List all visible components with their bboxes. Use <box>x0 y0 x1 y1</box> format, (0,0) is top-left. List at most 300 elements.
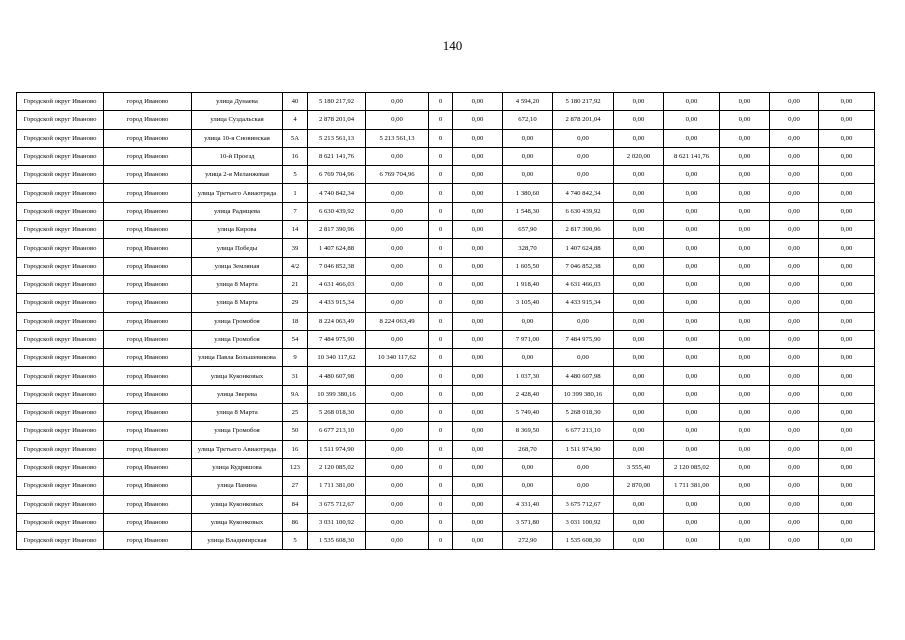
cell-municipality: Городской округ Иваново <box>17 422 104 440</box>
cell-cost-lift: 0,00 <box>720 367 770 385</box>
cell-cost-roof: 0,00 <box>366 513 429 531</box>
cell-area-engineering: 4 594,20 <box>503 93 553 111</box>
cell-cost-facade: 0,00 <box>453 93 503 111</box>
cell-cost-other-1: 0,00 <box>770 239 819 257</box>
cell-municipality: Городской округ Иваново <box>17 458 104 476</box>
cell-cost-other-1: 0,00 <box>770 513 819 531</box>
cell-cost-facade: 0,00 <box>453 477 503 495</box>
cell-settlement: город Иваново <box>104 349 192 367</box>
table-row <box>17 422 875 440</box>
table-row <box>17 477 875 495</box>
cell-cost-basement: 0,00 <box>664 221 720 239</box>
cell-cost-facade: 0,00 <box>453 513 503 531</box>
cell-cost-roof: 0,00 <box>366 532 429 550</box>
cell-work-count: 0 <box>429 532 453 550</box>
cell-cost-lift: 0,00 <box>720 221 770 239</box>
cell-work-count: 0 <box>429 495 453 513</box>
cell-area-engineering: 328,70 <box>503 239 553 257</box>
cell-municipality: Городской округ Иваново <box>17 221 104 239</box>
cell-cost-basement: 0,00 <box>664 239 720 257</box>
cell-house-number: 39 <box>283 239 308 257</box>
cell-street: улица Третьего Авиаотряда <box>192 440 283 458</box>
cell-area-basement: 0,00 <box>614 257 664 275</box>
cell-total-cost: 8 621 141,76 <box>308 147 366 165</box>
table-row <box>17 330 875 348</box>
cell-cost-other-2: 0,00 <box>819 221 875 239</box>
cell-house-number: 25 <box>283 404 308 422</box>
cell-cost-other-2: 0,00 <box>819 422 875 440</box>
cell-house-number: 4 <box>283 111 308 129</box>
cell-municipality: Городской округ Иваново <box>17 239 104 257</box>
cell-work-count: 0 <box>429 422 453 440</box>
cell-cost-other-2: 0,00 <box>819 477 875 495</box>
cell-settlement: город Иваново <box>104 147 192 165</box>
cell-street: улица Кудряшова <box>192 458 283 476</box>
registry-table <box>16 92 875 550</box>
table-row <box>17 275 875 293</box>
cell-house-number: 29 <box>283 294 308 312</box>
cell-settlement: город Иваново <box>104 440 192 458</box>
cell-cost-lift: 0,00 <box>720 111 770 129</box>
cell-street: улица Дунаева <box>192 93 283 111</box>
cell-cost-engineering: 0,00 <box>553 129 614 147</box>
cell-cost-other-2: 0,00 <box>819 367 875 385</box>
table-row <box>17 239 875 257</box>
cell-settlement: город Иваново <box>104 166 192 184</box>
cell-cost-other-1: 0,00 <box>770 147 819 165</box>
cell-cost-engineering: 5 268 018,30 <box>553 404 614 422</box>
cell-cost-basement: 0,00 <box>664 513 720 531</box>
cell-total-cost: 4 480 607,98 <box>308 367 366 385</box>
cell-total-cost: 1 511 974,90 <box>308 440 366 458</box>
cell-settlement: город Иваново <box>104 404 192 422</box>
cell-house-number: 16 <box>283 147 308 165</box>
cell-settlement: город Иваново <box>104 129 192 147</box>
cell-municipality: Городской округ Иваново <box>17 367 104 385</box>
cell-cost-lift: 0,00 <box>720 458 770 476</box>
cell-cost-lift: 0,00 <box>720 385 770 403</box>
cell-cost-lift: 0,00 <box>720 129 770 147</box>
cell-cost-lift: 0,00 <box>720 93 770 111</box>
cell-street: улица Кирова <box>192 221 283 239</box>
cell-house-number: 123 <box>283 458 308 476</box>
cell-settlement: город Иваново <box>104 294 192 312</box>
table-row <box>17 202 875 220</box>
cell-area-engineering: 1 037,30 <box>503 367 553 385</box>
cell-municipality: Городской округ Иваново <box>17 202 104 220</box>
cell-cost-lift: 0,00 <box>720 349 770 367</box>
cell-area-basement: 0,00 <box>614 166 664 184</box>
cell-cost-basement: 0,00 <box>664 257 720 275</box>
cell-street: улица Земляная <box>192 257 283 275</box>
cell-cost-other-1: 0,00 <box>770 385 819 403</box>
cell-house-number: 21 <box>283 275 308 293</box>
cell-area-engineering: 1 605,50 <box>503 257 553 275</box>
cell-cost-lift: 0,00 <box>720 239 770 257</box>
cell-cost-basement: 0,00 <box>664 129 720 147</box>
cell-cost-engineering: 1 511 974,90 <box>553 440 614 458</box>
cell-cost-other-2: 0,00 <box>819 129 875 147</box>
cell-municipality: Городской округ Иваново <box>17 312 104 330</box>
cell-work-count: 0 <box>429 166 453 184</box>
cell-area-engineering: 3 571,80 <box>503 513 553 531</box>
cell-area-basement: 0,00 <box>614 513 664 531</box>
cell-settlement: город Иваново <box>104 458 192 476</box>
cell-cost-engineering: 1 535 608,30 <box>553 532 614 550</box>
cell-total-cost: 7 484 975,90 <box>308 330 366 348</box>
cell-cost-other-1: 0,00 <box>770 202 819 220</box>
cell-work-count: 0 <box>429 221 453 239</box>
cell-cost-roof: 0,00 <box>366 440 429 458</box>
cell-area-engineering: 0,00 <box>503 458 553 476</box>
cell-cost-engineering: 6 630 439,92 <box>553 202 614 220</box>
cell-cost-lift: 0,00 <box>720 513 770 531</box>
cell-cost-facade: 0,00 <box>453 202 503 220</box>
cell-cost-other-2: 0,00 <box>819 202 875 220</box>
cell-cost-lift: 0,00 <box>720 404 770 422</box>
cell-municipality: Городской округ Иваново <box>17 513 104 531</box>
cell-area-basement: 2 870,00 <box>614 477 664 495</box>
cell-area-basement: 0,00 <box>614 495 664 513</box>
cell-work-count: 0 <box>429 239 453 257</box>
cell-cost-basement: 0,00 <box>664 184 720 202</box>
cell-municipality: Городской округ Иваново <box>17 349 104 367</box>
cell-area-basement: 0,00 <box>614 93 664 111</box>
cell-area-basement: 3 555,40 <box>614 458 664 476</box>
table-row <box>17 404 875 422</box>
cell-cost-other-1: 0,00 <box>770 330 819 348</box>
cell-cost-other-1: 0,00 <box>770 184 819 202</box>
table-row <box>17 532 875 550</box>
cell-cost-other-1: 0,00 <box>770 440 819 458</box>
cell-street: улица Громобоя <box>192 422 283 440</box>
cell-cost-facade: 0,00 <box>453 166 503 184</box>
cell-area-basement: 0,00 <box>614 385 664 403</box>
cell-cost-other-2: 0,00 <box>819 349 875 367</box>
cell-cost-roof: 0,00 <box>366 385 429 403</box>
cell-cost-lift: 0,00 <box>720 422 770 440</box>
cell-street: улица Радищева <box>192 202 283 220</box>
cell-area-engineering: 0,00 <box>503 129 553 147</box>
cell-house-number: 40 <box>283 93 308 111</box>
cell-cost-basement: 0,00 <box>664 532 720 550</box>
table-row <box>17 257 875 275</box>
cell-settlement: город Иваново <box>104 257 192 275</box>
cell-area-basement: 0,00 <box>614 312 664 330</box>
cell-cost-other-2: 0,00 <box>819 330 875 348</box>
cell-municipality: Городской округ Иваново <box>17 330 104 348</box>
cell-cost-other-2: 0,00 <box>819 513 875 531</box>
cell-cost-roof: 0,00 <box>366 422 429 440</box>
cell-cost-roof: 0,00 <box>366 184 429 202</box>
cell-cost-roof: 10 340 117,62 <box>366 349 429 367</box>
cell-area-engineering: 1 548,30 <box>503 202 553 220</box>
cell-area-engineering: 0,00 <box>503 349 553 367</box>
cell-cost-facade: 0,00 <box>453 129 503 147</box>
cell-cost-other-1: 0,00 <box>770 458 819 476</box>
cell-cost-basement: 0,00 <box>664 367 720 385</box>
cell-total-cost: 10 340 117,62 <box>308 349 366 367</box>
cell-municipality: Городской округ Иваново <box>17 440 104 458</box>
cell-area-engineering: 7 971,00 <box>503 330 553 348</box>
cell-municipality: Городской округ Иваново <box>17 404 104 422</box>
cell-cost-facade: 0,00 <box>453 239 503 257</box>
cell-area-basement: 0,00 <box>614 532 664 550</box>
cell-cost-lift: 0,00 <box>720 166 770 184</box>
cell-area-basement: 0,00 <box>614 239 664 257</box>
cell-settlement: город Иваново <box>104 367 192 385</box>
cell-cost-lift: 0,00 <box>720 440 770 458</box>
cell-cost-basement: 0,00 <box>664 111 720 129</box>
cell-cost-other-2: 0,00 <box>819 184 875 202</box>
cell-total-cost: 3 031 100,92 <box>308 513 366 531</box>
cell-work-count: 0 <box>429 275 453 293</box>
cell-area-engineering: 8 369,50 <box>503 422 553 440</box>
cell-total-cost: 7 046 852,38 <box>308 257 366 275</box>
cell-cost-basement: 0,00 <box>664 422 720 440</box>
cell-cost-other-1: 0,00 <box>770 367 819 385</box>
table-row <box>17 513 875 531</box>
cell-cost-engineering: 4 480 607,98 <box>553 367 614 385</box>
cell-settlement: город Иваново <box>104 275 192 293</box>
cell-area-engineering: 3 105,40 <box>503 294 553 312</box>
cell-area-engineering: 268,70 <box>503 440 553 458</box>
cell-cost-roof: 0,00 <box>366 93 429 111</box>
cell-cost-basement: 0,00 <box>664 385 720 403</box>
cell-cost-roof: 0,00 <box>366 495 429 513</box>
cell-work-count: 0 <box>429 513 453 531</box>
cell-municipality: Городской округ Иваново <box>17 129 104 147</box>
cell-settlement: город Иваново <box>104 93 192 111</box>
cell-cost-roof: 5 213 561,13 <box>366 129 429 147</box>
cell-street: улица Куконковых <box>192 495 283 513</box>
cell-settlement: город Иваново <box>104 495 192 513</box>
cell-cost-lift: 0,00 <box>720 330 770 348</box>
cell-cost-lift: 0,00 <box>720 257 770 275</box>
cell-cost-roof: 0,00 <box>366 367 429 385</box>
cell-area-basement: 0,00 <box>614 129 664 147</box>
cell-work-count: 0 <box>429 458 453 476</box>
cell-cost-roof: 0,00 <box>366 477 429 495</box>
cell-area-engineering: 1 918,40 <box>503 275 553 293</box>
cell-cost-roof: 0,00 <box>366 294 429 312</box>
cell-cost-lift: 0,00 <box>720 184 770 202</box>
cell-cost-engineering: 4 433 915,34 <box>553 294 614 312</box>
cell-cost-lift: 0,00 <box>720 202 770 220</box>
cell-cost-basement: 0,00 <box>664 495 720 513</box>
cell-cost-facade: 0,00 <box>453 184 503 202</box>
cell-work-count: 0 <box>429 385 453 403</box>
cell-area-basement: 0,00 <box>614 349 664 367</box>
table-row <box>17 184 875 202</box>
cell-street: улица 8 Марта <box>192 404 283 422</box>
cell-area-basement: 0,00 <box>614 294 664 312</box>
cell-house-number: 27 <box>283 477 308 495</box>
cell-house-number: 9 <box>283 349 308 367</box>
cell-cost-engineering: 5 180 217,92 <box>553 93 614 111</box>
cell-cost-roof: 0,00 <box>366 111 429 129</box>
cell-cost-facade: 0,00 <box>453 367 503 385</box>
cell-cost-engineering: 4 740 842,34 <box>553 184 614 202</box>
cell-street: улица Громобоя <box>192 330 283 348</box>
page-number: 140 <box>442 38 463 53</box>
cell-total-cost: 10 399 380,16 <box>308 385 366 403</box>
cell-cost-other-1: 0,00 <box>770 129 819 147</box>
cell-municipality: Городской округ Иваново <box>17 93 104 111</box>
cell-cost-engineering: 4 631 466,03 <box>553 275 614 293</box>
cell-area-engineering: 0,00 <box>503 477 553 495</box>
cell-area-basement: 0,00 <box>614 404 664 422</box>
cell-work-count: 0 <box>429 477 453 495</box>
cell-street: 10-й Проезд <box>192 147 283 165</box>
cell-work-count: 0 <box>429 129 453 147</box>
cell-total-cost: 2 878 201,04 <box>308 111 366 129</box>
cell-house-number: 14 <box>283 221 308 239</box>
cell-cost-engineering: 0,00 <box>553 147 614 165</box>
cell-cost-facade: 0,00 <box>453 330 503 348</box>
cell-cost-basement: 1 711 381,00 <box>664 477 720 495</box>
cell-cost-basement: 8 621 141,76 <box>664 147 720 165</box>
cell-cost-other-1: 0,00 <box>770 477 819 495</box>
cell-settlement: город Иваново <box>104 239 192 257</box>
cell-cost-other-1: 0,00 <box>770 422 819 440</box>
table-row <box>17 440 875 458</box>
cell-cost-facade: 0,00 <box>453 275 503 293</box>
cell-street: улица Куконковых <box>192 513 283 531</box>
cell-cost-engineering: 1 407 624,88 <box>553 239 614 257</box>
cell-area-basement: 0,00 <box>614 440 664 458</box>
cell-total-cost: 5 268 018,30 <box>308 404 366 422</box>
cell-total-cost: 8 224 063,49 <box>308 312 366 330</box>
cell-cost-engineering: 0,00 <box>553 349 614 367</box>
cell-cost-other-1: 0,00 <box>770 111 819 129</box>
cell-cost-other-1: 0,00 <box>770 532 819 550</box>
cell-house-number: 4/2 <box>283 257 308 275</box>
cell-total-cost: 5 180 217,92 <box>308 93 366 111</box>
cell-cost-other-2: 0,00 <box>819 239 875 257</box>
cell-cost-facade: 0,00 <box>453 495 503 513</box>
cell-area-basement: 0,00 <box>614 367 664 385</box>
cell-cost-other-2: 0,00 <box>819 312 875 330</box>
cell-cost-basement: 0,00 <box>664 440 720 458</box>
cell-settlement: город Иваново <box>104 532 192 550</box>
cell-cost-facade: 0,00 <box>453 349 503 367</box>
cell-municipality: Городской округ Иваново <box>17 257 104 275</box>
cell-cost-facade: 0,00 <box>453 312 503 330</box>
cell-street: улица Владимирская <box>192 532 283 550</box>
cell-cost-engineering: 2 817 390,96 <box>553 221 614 239</box>
cell-settlement: город Иваново <box>104 513 192 531</box>
table-row <box>17 495 875 513</box>
cell-cost-roof: 8 224 063,49 <box>366 312 429 330</box>
cell-street: улица Третьего Авиаотряда <box>192 184 283 202</box>
cell-cost-engineering: 0,00 <box>553 312 614 330</box>
cell-cost-basement: 0,00 <box>664 404 720 422</box>
table-row <box>17 458 875 476</box>
cell-street: улица Суздальская <box>192 111 283 129</box>
cell-street: улица 2-я Меланжевая <box>192 166 283 184</box>
cell-settlement: город Иваново <box>104 330 192 348</box>
cell-municipality: Городской округ Иваново <box>17 477 104 495</box>
cell-cost-other-2: 0,00 <box>819 257 875 275</box>
cell-total-cost: 6 677 213,10 <box>308 422 366 440</box>
cell-work-count: 0 <box>429 367 453 385</box>
cell-cost-other-1: 0,00 <box>770 257 819 275</box>
cell-house-number: 1 <box>283 184 308 202</box>
cell-cost-lift: 0,00 <box>720 312 770 330</box>
cell-work-count: 0 <box>429 330 453 348</box>
cell-street: улица 10-я Сновинская <box>192 129 283 147</box>
cell-cost-lift: 0,00 <box>720 495 770 513</box>
cell-total-cost: 1 535 608,30 <box>308 532 366 550</box>
cell-total-cost: 4 433 915,34 <box>308 294 366 312</box>
cell-house-number: 18 <box>283 312 308 330</box>
cell-cost-engineering: 2 878 201,04 <box>553 111 614 129</box>
cell-cost-other-1: 0,00 <box>770 349 819 367</box>
cell-total-cost: 1 711 381,00 <box>308 477 366 495</box>
cell-cost-other-2: 0,00 <box>819 147 875 165</box>
cell-total-cost: 2 817 390,96 <box>308 221 366 239</box>
table-row <box>17 93 875 111</box>
cell-cost-basement: 0,00 <box>664 166 720 184</box>
table-row <box>17 349 875 367</box>
cell-area-basement: 0,00 <box>614 202 664 220</box>
cell-total-cost: 4 631 466,03 <box>308 275 366 293</box>
cell-cost-other-2: 0,00 <box>819 385 875 403</box>
cell-work-count: 0 <box>429 294 453 312</box>
cell-settlement: город Иваново <box>104 111 192 129</box>
cell-total-cost: 1 407 624,88 <box>308 239 366 257</box>
cell-cost-basement: 2 120 085,02 <box>664 458 720 476</box>
cell-cost-facade: 0,00 <box>453 257 503 275</box>
cell-settlement: город Иваново <box>104 202 192 220</box>
cell-cost-roof: 0,00 <box>366 404 429 422</box>
cell-house-number: 31 <box>283 367 308 385</box>
table-body <box>17 93 875 550</box>
cell-house-number: 5 <box>283 166 308 184</box>
cell-municipality: Городской округ Иваново <box>17 385 104 403</box>
cell-settlement: город Иваново <box>104 184 192 202</box>
cell-cost-roof: 0,00 <box>366 275 429 293</box>
cell-area-engineering: 2 428,40 <box>503 385 553 403</box>
cell-cost-facade: 0,00 <box>453 221 503 239</box>
cell-cost-engineering: 7 046 852,38 <box>553 257 614 275</box>
cell-settlement: город Иваново <box>104 422 192 440</box>
cell-street: улица Победы <box>192 239 283 257</box>
cell-municipality: Городской округ Иваново <box>17 495 104 513</box>
cell-work-count: 0 <box>429 147 453 165</box>
cell-cost-other-2: 0,00 <box>819 111 875 129</box>
cell-cost-lift: 0,00 <box>720 532 770 550</box>
cell-cost-basement: 0,00 <box>664 93 720 111</box>
cell-cost-roof: 0,00 <box>366 257 429 275</box>
cell-cost-facade: 0,00 <box>453 422 503 440</box>
cell-area-engineering: 672,10 <box>503 111 553 129</box>
cell-cost-other-2: 0,00 <box>819 93 875 111</box>
cell-work-count: 0 <box>429 184 453 202</box>
cell-cost-other-1: 0,00 <box>770 275 819 293</box>
cell-municipality: Городской округ Иваново <box>17 166 104 184</box>
cell-area-engineering: 0,00 <box>503 166 553 184</box>
cell-house-number: 16 <box>283 440 308 458</box>
cell-area-basement: 0,00 <box>614 221 664 239</box>
cell-cost-other-2: 0,00 <box>819 166 875 184</box>
cell-street: улица Панина <box>192 477 283 495</box>
cell-cost-facade: 0,00 <box>453 440 503 458</box>
cell-house-number: 54 <box>283 330 308 348</box>
cell-cost-facade: 0,00 <box>453 111 503 129</box>
table-row <box>17 111 875 129</box>
